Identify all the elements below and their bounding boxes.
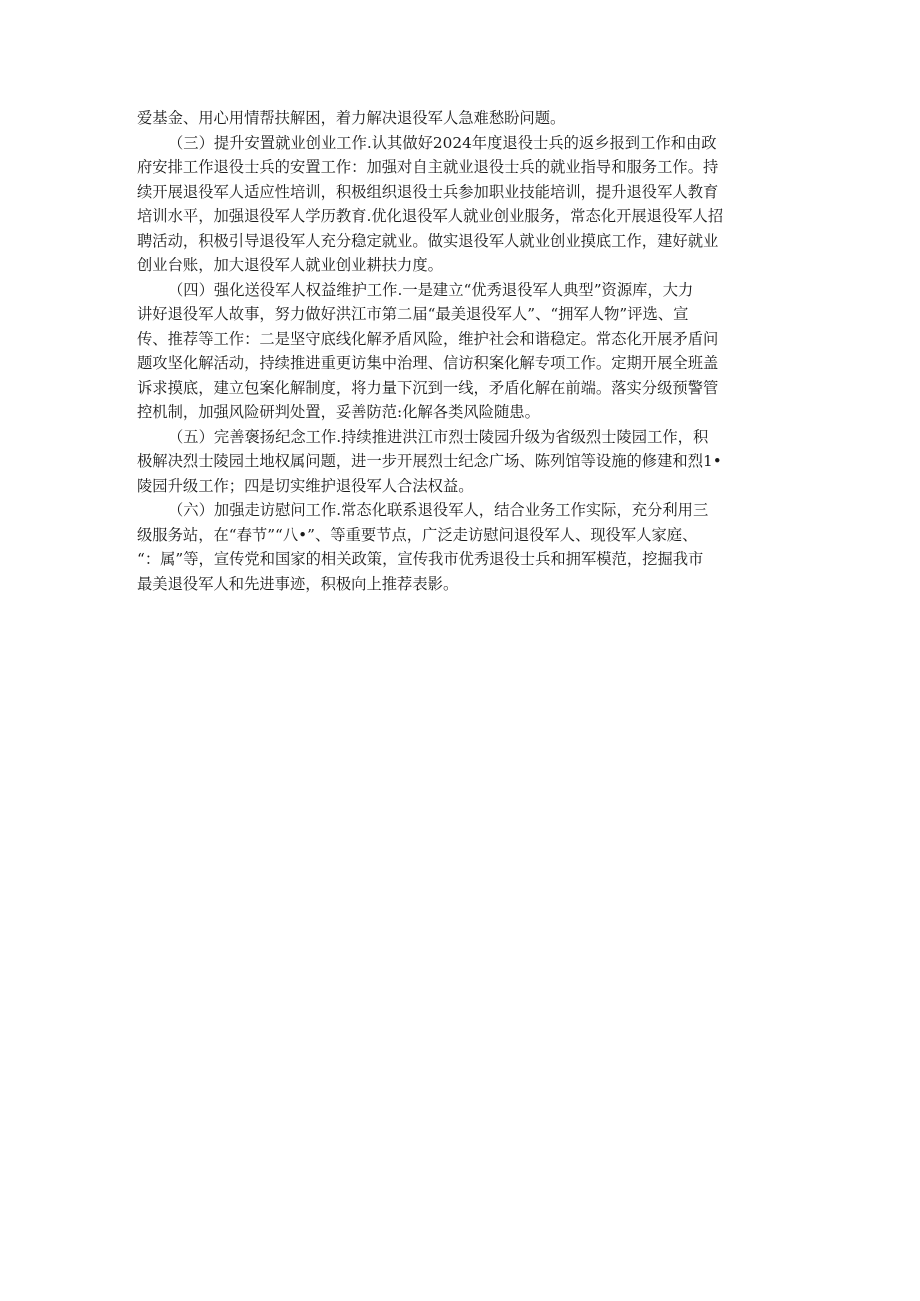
text-line-18: 级服务站，在“春节”“八•”、等重要节点，广泛走访慰问退役军人、现役军人家庭、 xyxy=(137,525,698,544)
text-line-17: （六）加强走访慰问工作.常态化联系退役军人，结合业务工作实际，充分利用三 xyxy=(168,501,709,519)
text-line-10: 传、推荐等工作：二是坚守底线化解矛盾风险，维护社会和谐稳定。常态化开展矛盾问 xyxy=(137,329,719,348)
text-line-6: 聘活动，积极引导退役军人充分稳定就业。做实退役军人就业创业摸底工作，建好就业 xyxy=(137,231,719,250)
text-line-15: 极解决烈士陵园土地权属问题，进一步开展烈士纪念广场、陈列馆等设施的修建和烈1• xyxy=(137,452,722,470)
text-line-3: 府安排工作退役士兵的安置工作：加强对自主就业退役士兵的就业指导和服务工作。持 xyxy=(137,158,719,176)
text-line-14: （五）完善褒扬纪念工作.持续推进洪江市烈士陵园升级为省级烈士陵园工作，积 xyxy=(168,427,709,446)
text-line-11: 题攻坚化解活动，持续推进重更访集中治理、信访积案化解专项工作。定期开展全班盖 xyxy=(137,354,719,372)
text-line-13: 控机制，加强风险研判处置，妥善防范:化解各类风险随患。 xyxy=(137,403,540,421)
text-line-19: “：属”等，宣传党和国家的相关政策，宣传我市优秀退役士兵和拥军模范，挖掘我市 xyxy=(137,550,704,568)
text-line-4: 续开展退役军人适应性培训，积极组织退役士兵参加职业技能培训，提升退役军人教育 xyxy=(137,182,719,201)
text-line-16: 陵园升级工作；四是切实维护退役军人合法权益。 xyxy=(137,476,474,495)
text-line-2: （三）提升安置就业创业工作.认其做好2024年度退役士兵的返乡报到工作和由政 xyxy=(168,133,717,152)
text-line-8: （四）强化送役军人权益维护工作.一是建立“优秀退役军人典型”资源库，大力 xyxy=(168,280,694,299)
text-line-12: 诉求摸底，建立包案化解制度，将力量下沉到一线，矛盾化解在前端。落实分级预警管 xyxy=(137,378,719,397)
body-text xyxy=(137,106,787,596)
text-line-9: 讲好退役军人故事，努力做好洪江市第二届“最美退役军人”、“拥军人物”评选、宣 xyxy=(137,305,689,323)
text-line-20: 最美退役军人和先进事迹，积极向上推荐表影。 xyxy=(137,574,459,593)
text-line-1: 爱基金、用心用情帮扶解困，着力解决退役军人急难愁盼问题。 xyxy=(137,109,566,127)
text-line-5: 培训水平，加强退役军人学历教育.优化退役军人就业创业服务，常态化开展退役军人招 xyxy=(137,207,724,225)
text-line-7: 创业台账，加大退役军人就业创业耕扶力度。 xyxy=(137,256,443,274)
